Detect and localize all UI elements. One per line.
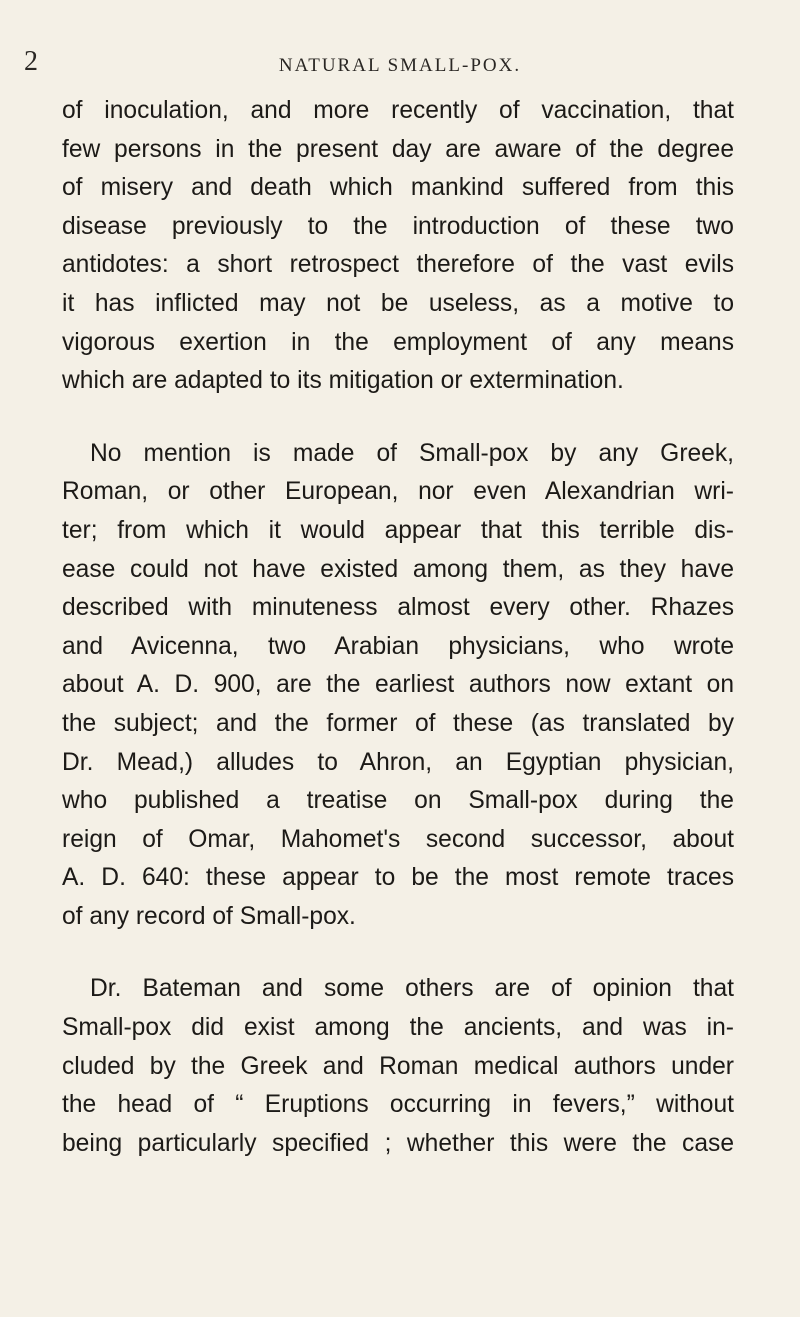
- text-line: which are adapted to its mitigation or extermination.: [62, 367, 624, 395]
- text-line: reign of Omar, Mahomet's second successor, about: [62, 825, 734, 853]
- text-line: of any record of Small-pox.: [62, 902, 356, 930]
- text-line: cluded by the Greek and Roman medical authors under: [62, 1052, 734, 1080]
- text-line: disease previously to the introduction of these two: [62, 212, 734, 240]
- text-line: few persons in the present day are aware of the degree: [62, 135, 734, 163]
- page-number: 2: [24, 46, 38, 77]
- text-line: the head of “ Eruptions occurring in fevers,” without: [62, 1091, 734, 1119]
- text-line: described with minuteness almost every other. Rhazes: [62, 594, 734, 622]
- paragraph-3: [62, 970, 734, 1163]
- text-line: vigorous exertion in the employment of any means: [62, 328, 734, 356]
- text-line: of inoculation, and more recently of vaccination, that: [62, 97, 734, 124]
- text-line: antidotes: a short retrospect therefore of the vast evils: [62, 251, 734, 279]
- text-line: Dr. Mead,) alludes to Ahron, an Egyptian physician,: [62, 748, 734, 776]
- text-line: of misery and death which mankind suffered from this: [62, 174, 734, 202]
- text-line: being particularly specified ; whether this were the case: [62, 1129, 734, 1157]
- text-line: Small-pox did exist among the ancients, and was in-: [62, 1014, 734, 1042]
- text-line: A. D. 640: these appear to be the most remote traces: [62, 864, 734, 892]
- text-line: Dr. Bateman and some others are of opinion that: [90, 975, 734, 1003]
- paragraph-1: [62, 92, 734, 401]
- text-line: ease could not have existed among them, as they have: [62, 555, 734, 583]
- text-line: about A. D. 900, are the earliest authors now extant on: [62, 671, 734, 699]
- paragraph-2: [62, 435, 734, 937]
- text-line: Roman, or other European, nor even Alexandrian wri-: [62, 478, 734, 506]
- text-line: No mention is made of Small-pox by any Greek,: [90, 439, 734, 467]
- text-line: and Avicenna, two Arabian physicians, who wrote: [62, 632, 734, 660]
- text-line: who published a treatise on Small-pox during the: [62, 787, 734, 815]
- text-line: ter; from which it would appear that this terrible dis-: [62, 516, 734, 544]
- text-line: the subject; and the former of these (as translated by: [62, 709, 734, 737]
- text-line: it has inflicted may not be useless, as a motive to: [62, 289, 734, 317]
- running-head: NATURAL SMALL-POX.: [278, 55, 522, 76]
- body-text: [62, 92, 734, 1163]
